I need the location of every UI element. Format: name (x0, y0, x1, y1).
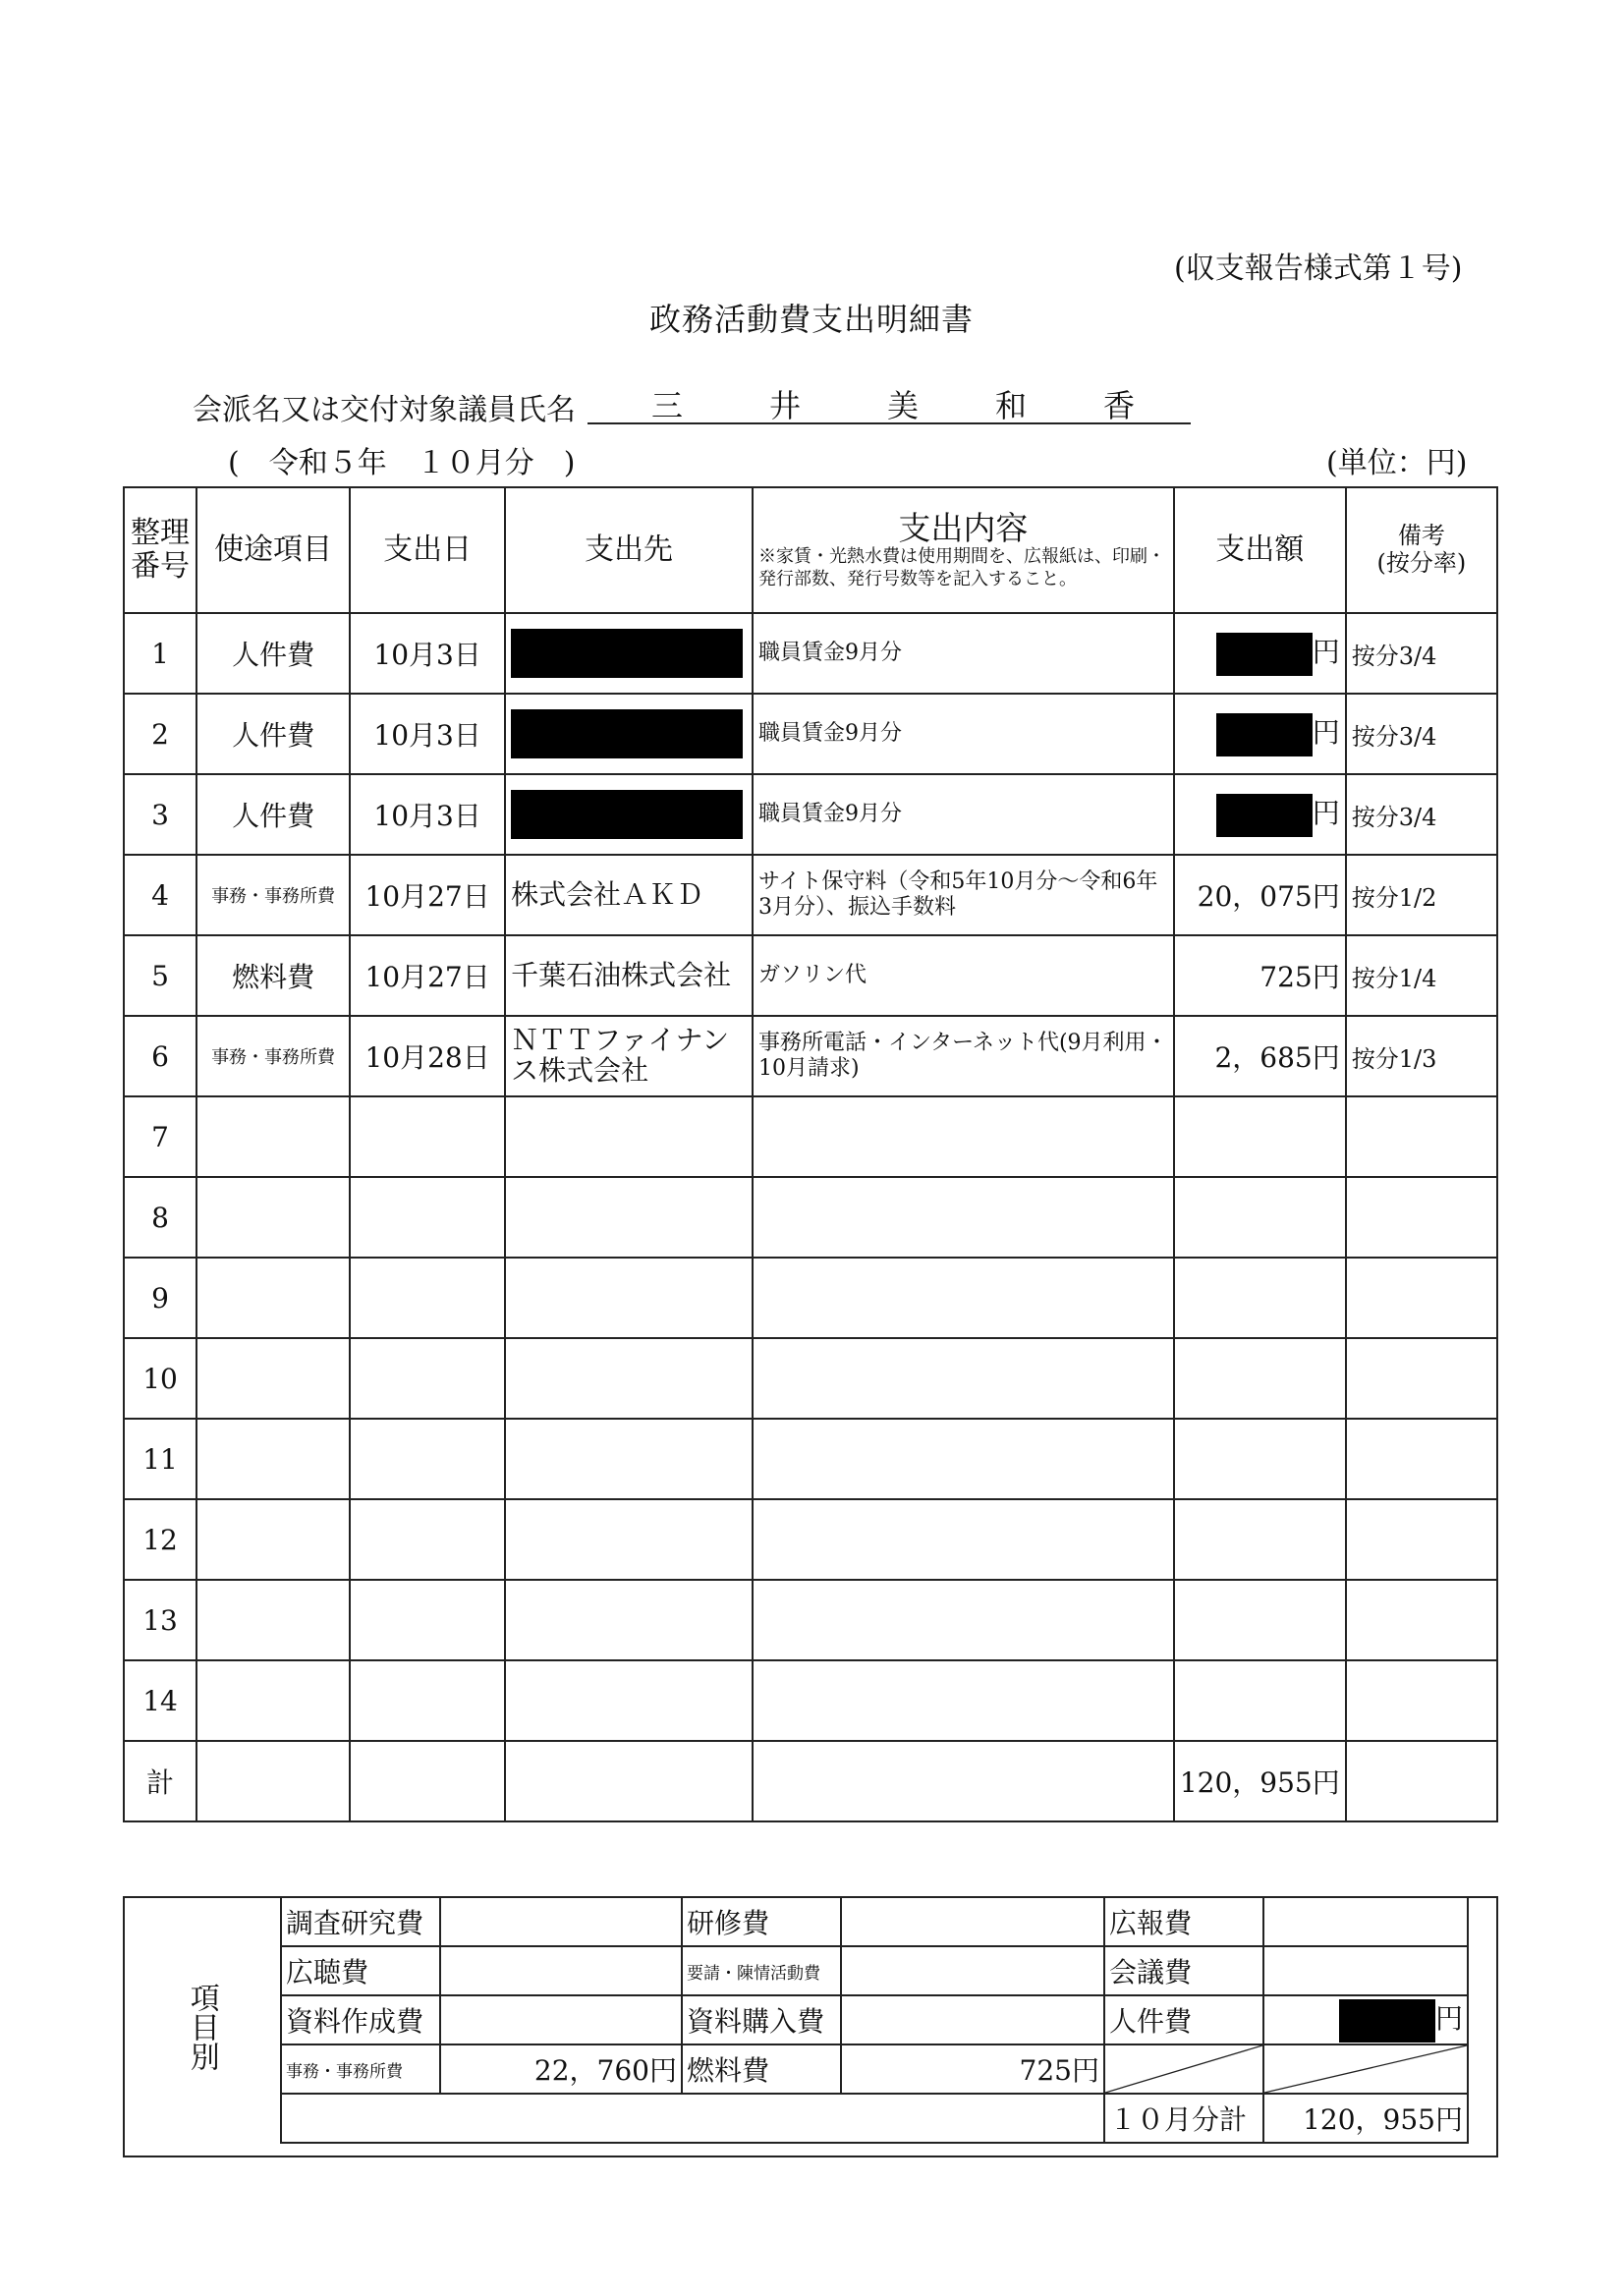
row-amount (1174, 1660, 1346, 1741)
row-payee (505, 694, 753, 774)
row-date: 10月28日 (350, 1016, 505, 1096)
name-char: 美 (887, 387, 920, 424)
summary-label-text: 項目別 (184, 1983, 219, 2071)
header-note-sub: (按分率) (1376, 549, 1467, 577)
row-detail (753, 1177, 1174, 1258)
table-row (124, 1096, 1497, 1177)
row-number: 9 (124, 1258, 196, 1338)
table-row (124, 1338, 1497, 1419)
redaction-bar (511, 790, 743, 839)
redaction-bar (1216, 633, 1313, 676)
summary-item-value (1263, 1995, 1468, 2044)
table-header-row (124, 487, 1497, 613)
row-date (350, 1338, 505, 1419)
row-detail (753, 1499, 1174, 1580)
payee-text: 千葉石油株式会社 (511, 958, 732, 991)
row-note (1346, 1660, 1497, 1741)
summary-item-label: 要請・陳情活動費 (682, 1946, 841, 1995)
summary-row (281, 1995, 1468, 2044)
name-char: 香 (1103, 387, 1136, 424)
row-amount (1174, 1177, 1346, 1258)
row-date: 10月27日 (350, 935, 505, 1016)
summary-item-label: 調査研究費 (281, 1897, 440, 1946)
header-note-title: 備考 (1397, 522, 1445, 550)
row-date: 10月3日 (350, 613, 505, 694)
month-total-label: １０月分計 (1104, 2094, 1263, 2143)
row-detail: サイト保守料（令和5年10月分～令和6年3月分）、振込手数料 (753, 855, 1174, 935)
row-use (196, 1580, 350, 1660)
total-amount: 120，955円 (1174, 1741, 1346, 1821)
table-row (124, 1660, 1497, 1741)
header-use: 使途項目 (196, 487, 350, 613)
summary-row (281, 1897, 1468, 1946)
row-amount (1174, 774, 1346, 855)
header-note (1346, 487, 1497, 613)
row-amount (1174, 1258, 1346, 1338)
row-amount (1174, 1016, 1346, 1096)
row-use (196, 1419, 350, 1499)
row-date: 10月27日 (350, 855, 505, 935)
row-amount (1174, 1580, 1346, 1660)
table-row (124, 1499, 1497, 1580)
row-note: 按分3/4 (1346, 774, 1497, 855)
summary-item-label: 事務・事務所費 (281, 2044, 440, 2094)
table-row (124, 855, 1497, 935)
row-date (350, 1499, 505, 1580)
summary-item-value (841, 1946, 1104, 1995)
row-date (350, 1258, 505, 1338)
category-summary-table (280, 1896, 1469, 2144)
row-note: 按分3/4 (1346, 613, 1497, 694)
row-number: 4 (124, 855, 196, 935)
form-number: (収支報告様式第１号) (1174, 252, 1463, 286)
row-note (1346, 1499, 1497, 1580)
table-row (124, 613, 1497, 694)
row-detail: 職員賃金9月分 (753, 613, 1174, 694)
row-payee (505, 613, 753, 694)
row-payee (505, 1499, 753, 1580)
row-amount (1174, 694, 1346, 774)
redaction-bar (511, 709, 743, 758)
row-detail: 職員賃金9月分 (753, 774, 1174, 855)
amount-text: 725円 (1259, 961, 1340, 993)
row-amount (1174, 1499, 1346, 1580)
row-number: 12 (124, 1499, 196, 1580)
summary-item-unit: 円 (1434, 2002, 1463, 2036)
summary-item-value (440, 1995, 682, 2044)
amount-text: 2，685円 (1214, 1041, 1340, 1074)
row-use: 事務・事務所費 (196, 855, 350, 935)
redaction-bar (1216, 794, 1313, 837)
summary-item-value (841, 1995, 1104, 2044)
summary-item-label: 会議費 (1104, 1946, 1263, 1995)
row-detail: ガソリン代 (753, 935, 1174, 1016)
row-number: 10 (124, 1338, 196, 1419)
row-detail (753, 1258, 1174, 1338)
row-number: 1 (124, 613, 196, 694)
amount-unit: 円 (1312, 797, 1340, 830)
row-payee (505, 774, 753, 855)
total-row (124, 1741, 1497, 1821)
row-date: 10月3日 (350, 774, 505, 855)
empty-diagonal-cell (1263, 2044, 1468, 2094)
table-row (124, 1580, 1497, 1660)
row-note (1346, 1096, 1497, 1177)
summary-item-label: 研修費 (682, 1897, 841, 1946)
summary-blank (281, 2094, 1104, 2143)
header-detail-title: 支出内容 (898, 508, 1029, 547)
row-amount (1174, 855, 1346, 935)
summary-item-value (1263, 1946, 1468, 1995)
summary-item-label: 資料購入費 (682, 1995, 841, 2044)
row-amount (1174, 1338, 1346, 1419)
row-note: 按分3/4 (1346, 694, 1497, 774)
row-note: 按分1/4 (1346, 935, 1497, 1016)
empty-diagonal-cell (1104, 2044, 1263, 2094)
row-detail: 職員賃金9月分 (753, 694, 1174, 774)
row-number: 13 (124, 1580, 196, 1660)
row-date (350, 1660, 505, 1741)
total-label: 計 (124, 1741, 196, 1821)
row-payee (505, 1580, 753, 1660)
row-use: 燃料費 (196, 935, 350, 1016)
document-title: 政務活動費支出明細書 (648, 301, 974, 338)
summary-item-value (841, 1897, 1104, 1946)
row-use (196, 1096, 350, 1177)
row-note (1346, 1580, 1497, 1660)
row-note (1346, 1419, 1497, 1499)
row-number: 7 (124, 1096, 196, 1177)
amount-unit: 円 (1312, 716, 1340, 750)
row-note (1346, 1338, 1497, 1419)
row-number: 2 (124, 694, 196, 774)
row-number: 14 (124, 1660, 196, 1741)
row-payee (505, 1016, 753, 1096)
header-detail-note: ※家賃・光熱水費は使用期間を、広報紙は、印刷・発行部数、発行号数等を記入すること。 (757, 546, 1165, 589)
payee-text: 株式会社ＡＫＤ (511, 877, 704, 911)
summary-row (281, 2094, 1468, 2143)
row-payee (505, 1338, 753, 1419)
category-summary-label (123, 1896, 280, 2157)
summary-row (281, 2044, 1468, 2094)
row-use: 人件費 (196, 613, 350, 694)
row-date (350, 1580, 505, 1660)
expense-detail-table (123, 486, 1498, 1822)
amount-unit: 円 (1312, 636, 1340, 669)
summary-item-value: 22，760円 (440, 2044, 682, 2094)
summary-item-value (1263, 1897, 1468, 1946)
name-char: 三 (651, 387, 684, 424)
row-number: 8 (124, 1177, 196, 1258)
name-char: 和 (995, 387, 1028, 424)
table-row (124, 1177, 1497, 1258)
member-name-label: 会派名又は交付対象議員氏名 (193, 393, 576, 427)
row-number: 5 (124, 935, 196, 1016)
row-date (350, 1096, 505, 1177)
row-use: 人件費 (196, 694, 350, 774)
summary-item-label: 燃料費 (682, 2044, 841, 2094)
redaction-bar (511, 629, 743, 678)
summary-item-value (440, 1946, 682, 1995)
table-row (124, 1258, 1497, 1338)
summary-item-label: 広聴費 (281, 1946, 440, 1995)
row-number: 3 (124, 774, 196, 855)
row-detail (753, 1660, 1174, 1741)
member-name (588, 381, 1191, 424)
header-detail (753, 487, 1174, 613)
header-payee: 支出先 (505, 487, 753, 613)
row-note: 按分1/3 (1346, 1016, 1497, 1096)
row-payee (505, 1177, 753, 1258)
row-number: 11 (124, 1419, 196, 1499)
table-row (124, 1016, 1497, 1096)
row-payee (505, 1258, 753, 1338)
summary-item-value: 725円 (841, 2044, 1104, 2094)
row-detail: 事務所電話・インターネット代(9月利用・10月請求) (753, 1016, 1174, 1096)
amount-text: 20，075円 (1197, 880, 1340, 913)
report-period: ( 令和５年 １０月分 ) (228, 446, 576, 480)
row-detail (753, 1096, 1174, 1177)
row-use: 人件費 (196, 774, 350, 855)
row-date (350, 1419, 505, 1499)
row-date: 10月3日 (350, 694, 505, 774)
row-use (196, 1338, 350, 1419)
row-note: 按分1/2 (1346, 855, 1497, 935)
summary-item-label: 人件費 (1104, 1995, 1263, 2044)
header-date: 支出日 (350, 487, 505, 613)
table-row (124, 1419, 1497, 1499)
redaction-bar (1339, 1999, 1435, 2043)
table-row (124, 774, 1497, 855)
row-amount (1174, 935, 1346, 1016)
row-number: 6 (124, 1016, 196, 1096)
name-char: 井 (769, 387, 802, 424)
table-row (124, 694, 1497, 774)
summary-row (281, 1946, 1468, 1995)
header-no: 整理番号 (124, 487, 196, 613)
row-note (1346, 1258, 1497, 1338)
row-amount (1174, 613, 1346, 694)
row-payee (505, 1096, 753, 1177)
row-detail (753, 1580, 1174, 1660)
row-use (196, 1177, 350, 1258)
row-use (196, 1660, 350, 1741)
row-use (196, 1499, 350, 1580)
row-use (196, 1258, 350, 1338)
summary-item-label: 資料作成費 (281, 1995, 440, 2044)
row-note (1346, 1177, 1497, 1258)
month-total-value: 120，955円 (1263, 2094, 1468, 2143)
table-row (124, 935, 1497, 1016)
summary-item-label: 広報費 (1104, 1897, 1263, 1946)
payee-text: ＮＴＴファイナンス株式会社 (511, 1024, 730, 1087)
row-date (350, 1177, 505, 1258)
redaction-bar (1216, 713, 1313, 756)
row-payee (505, 1660, 753, 1741)
summary-item-value (440, 1897, 682, 1946)
row-payee (505, 935, 753, 1016)
row-payee (505, 1419, 753, 1499)
row-payee (505, 855, 753, 935)
row-amount (1174, 1419, 1346, 1499)
row-use: 事務・事務所費 (196, 1016, 350, 1096)
row-detail (753, 1338, 1174, 1419)
row-detail (753, 1419, 1174, 1499)
header-amount: 支出額 (1174, 487, 1346, 613)
row-amount (1174, 1096, 1346, 1177)
currency-unit: (単位：円) (1326, 446, 1468, 480)
